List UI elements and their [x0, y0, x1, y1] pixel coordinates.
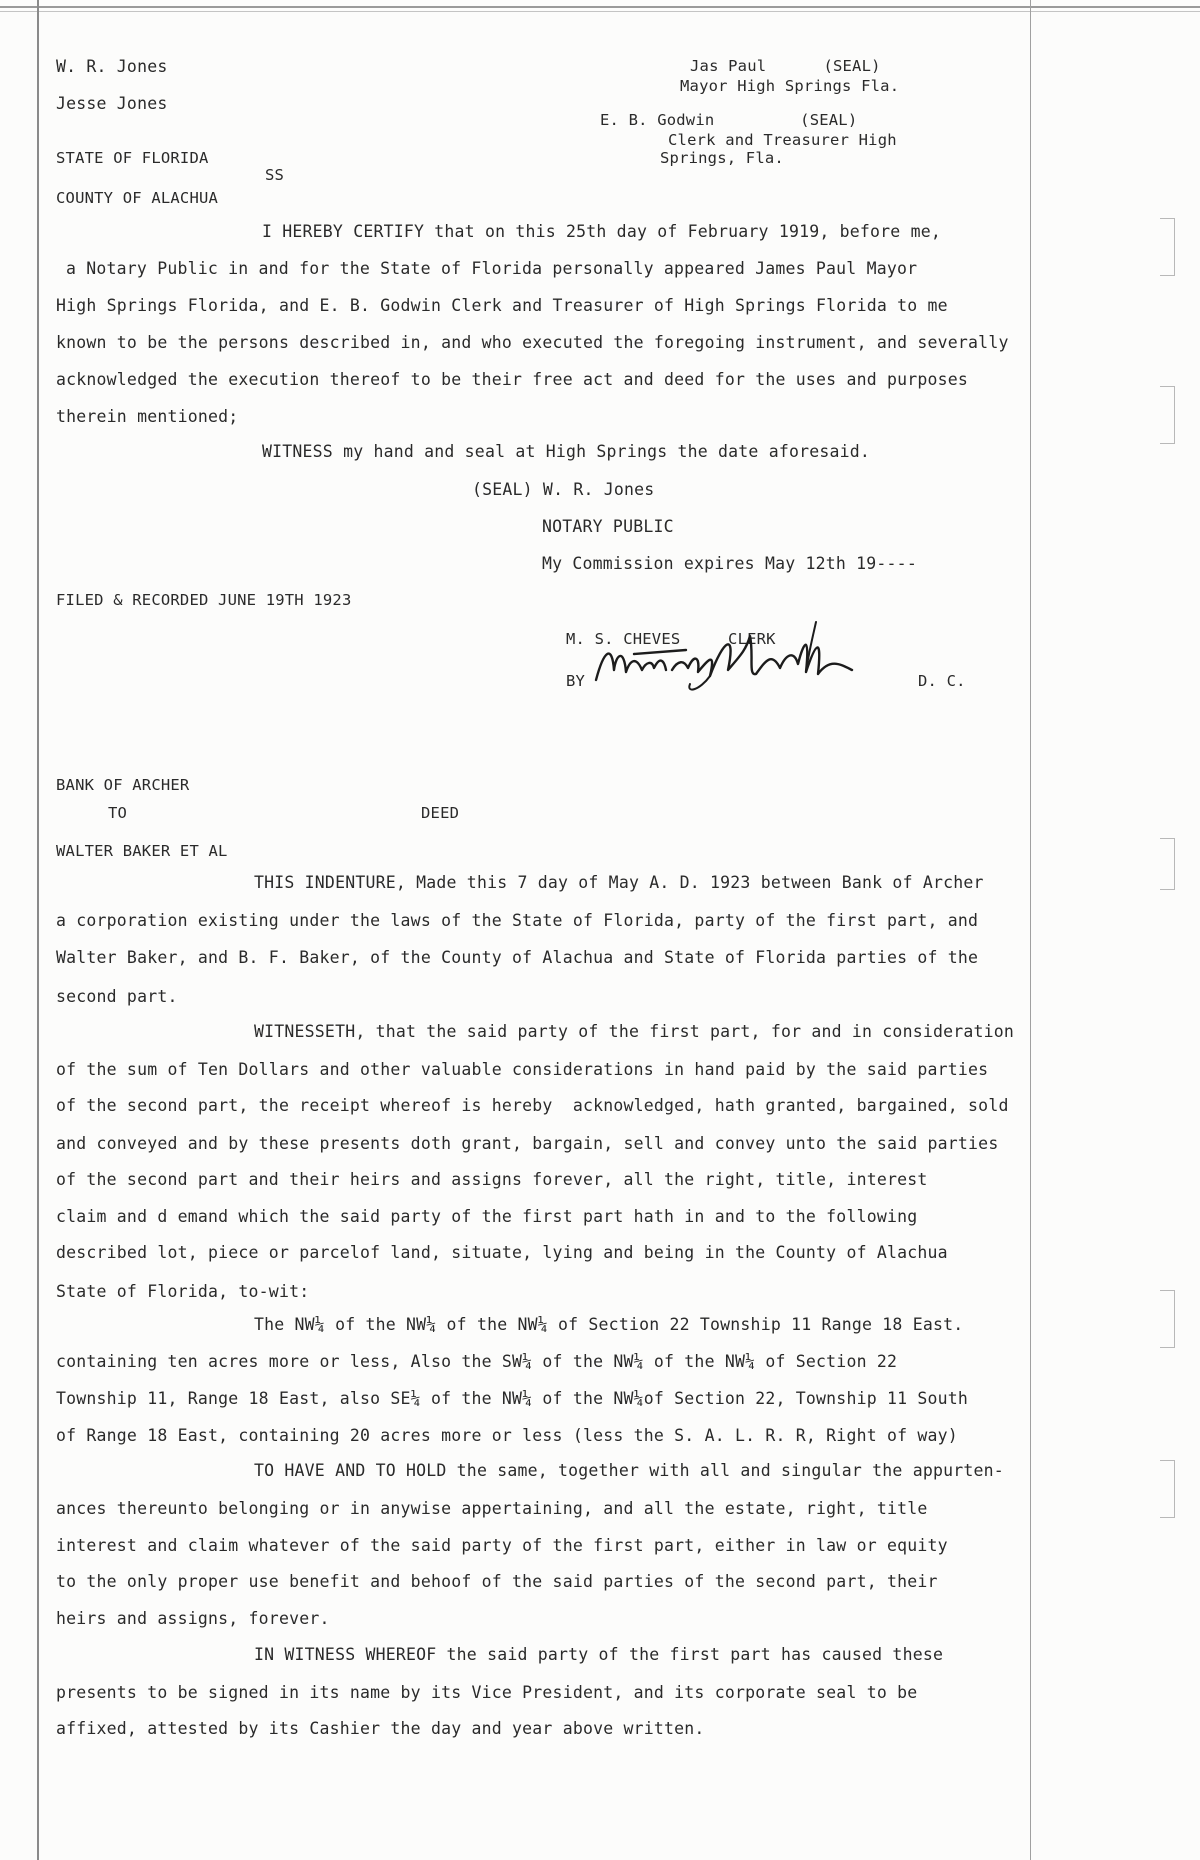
binding-bracket	[1160, 1290, 1175, 1348]
venue-county: COUNTY OF ALACHUA	[56, 189, 219, 207]
deed-grantee: WALTER BAKER ET AL	[56, 842, 228, 860]
clerk-by: BY	[566, 672, 586, 690]
acknowledgment-line: a Notary Public in and for the State of Florida personally appeared James Paul Mayor	[66, 259, 918, 278]
deed-line: a corporation existing under the laws of the State of Florida, party of the first part, and	[56, 911, 979, 930]
deed-line: of the second part, the receipt whereof is hereby acknowledged, hath granted, bargained, sold	[56, 1096, 1009, 1115]
deed-line: heirs and assigns, forever.	[56, 1609, 330, 1628]
clerk-name: M. S. CHEVES CLERK	[566, 630, 776, 648]
legal-description-line: The NW¼ of the NW¼ of the NW¼ of Section 22 Township 11 Range 18 East.	[254, 1315, 964, 1334]
notary-title: NOTARY PUBLIC	[542, 517, 674, 536]
acknowledgment-line: known to be the persons described in, and who executed the foregoing instrument, and severally	[56, 333, 1009, 352]
deed-line: second part.	[56, 987, 178, 1006]
notary-commission: My Commission expires May 12th 19----	[542, 554, 917, 573]
deed-line: WITNESSETH, that the said party of the first part, for and in consideration	[254, 1022, 1015, 1041]
signer-title: Clerk and Treasurer High	[668, 131, 897, 149]
venue-ss: SS	[265, 166, 285, 184]
venue-state: STATE OF FLORIDA	[56, 149, 209, 167]
deed-line: IN WITNESS WHEREOF the said party of the first part has caused these	[254, 1645, 944, 1664]
deed-line: TO HAVE AND TO HOLD the same, together with all and singular the appurten-	[254, 1461, 1004, 1480]
deed-line: of the sum of Ten Dollars and other valuable considerations in hand paid by the said parties	[56, 1060, 989, 1079]
acknowledgment-line: High Springs Florida, and E. B. Godwin Clerk and Treasurer of High Springs Florida to me	[56, 296, 948, 315]
filing-record: FILED & RECORDED JUNE 19TH 1923	[56, 591, 352, 609]
deed-type: DEED	[421, 804, 460, 822]
deputy-clerk: D. C.	[918, 672, 966, 690]
binding-bracket	[1160, 386, 1175, 444]
deed-to: TO	[108, 804, 128, 822]
legal-description-line: containing ten acres more or less, Also the SW¼ of the NW¼ of the NW¼ of Section 22	[56, 1352, 898, 1371]
top-border-inner	[0, 11, 1200, 12]
acknowledgment-line: I HEREBY CERTIFY that on this 25th day of February 1919, before me,	[262, 222, 941, 241]
acknowledgment-line: therein mentioned;	[56, 407, 239, 426]
left-margin-line	[37, 0, 39, 1860]
deed-grantor: BANK OF ARCHER	[56, 776, 190, 794]
binding-bracket	[1160, 1460, 1175, 1518]
deed-line: THIS INDENTURE, Made this 7 day of May A. D. 1923 between Bank of Archer	[254, 873, 984, 892]
deed-line: affixed, attested by its Cashier the day and year above written.	[56, 1719, 705, 1738]
deed-line: of the second part and their heirs and assigns forever, all the right, title, interest	[56, 1170, 928, 1189]
signer-name: Jas Paul (SEAL)	[690, 57, 881, 75]
right-margin-line	[1030, 0, 1031, 1860]
witness-clause: WITNESS my hand and seal at High Springs the date aforesaid.	[262, 442, 871, 461]
handwritten-signature	[590, 610, 890, 705]
deed-line: interest and claim whatever of the said party of the first part, either in law or equity	[56, 1536, 948, 1555]
signer-title: Springs, Fla.	[660, 149, 784, 167]
deed-line: to the only proper use benefit and behoof of the said parties of the second part, their	[56, 1572, 938, 1591]
binding-bracket	[1160, 218, 1175, 276]
top-border	[0, 6, 1200, 8]
deed-line: and conveyed and by these presents doth grant, bargain, sell and convey unto the said parties	[56, 1134, 999, 1153]
signer-name: E. B. Godwin (SEAL)	[600, 111, 858, 129]
witness-name: Jesse Jones	[56, 94, 168, 113]
signer-title: Mayor High Springs Fla.	[680, 77, 900, 95]
deed-line: Walter Baker, and B. F. Baker, of the County of Alachua and State of Florida parties of the	[56, 948, 979, 967]
deed-line: ances thereunto belonging or in anywise appertaining, and all the estate, right, title	[56, 1499, 928, 1518]
deed-line: described lot, piece or parcelof land, situate, lying and being in the County of Alachua	[56, 1243, 948, 1262]
binding-bracket	[1160, 838, 1175, 890]
notary-signature: (SEAL) W. R. Jones	[472, 480, 655, 499]
acknowledgment-line: acknowledged the execution thereof to be their free act and deed for the uses and purposes	[56, 370, 969, 389]
legal-description-line: of Range 18 East, containing 20 acres more or less (less the S. A. L. R. R, Right of way)	[56, 1426, 958, 1445]
legal-description-line: Township 11, Range 18 East, also SE¼ of the NW¼ of the NW¼of Section 22, Township 11 South	[56, 1389, 969, 1408]
deed-line: State of Florida, to-wit:	[56, 1282, 310, 1301]
deed-line: presents to be signed in its name by its Vice President, and its corporate seal to be	[56, 1683, 918, 1702]
witness-name: W. R. Jones	[56, 57, 168, 76]
deed-line: claim and d emand which the said party of the first part hath in and to the following	[56, 1207, 918, 1226]
